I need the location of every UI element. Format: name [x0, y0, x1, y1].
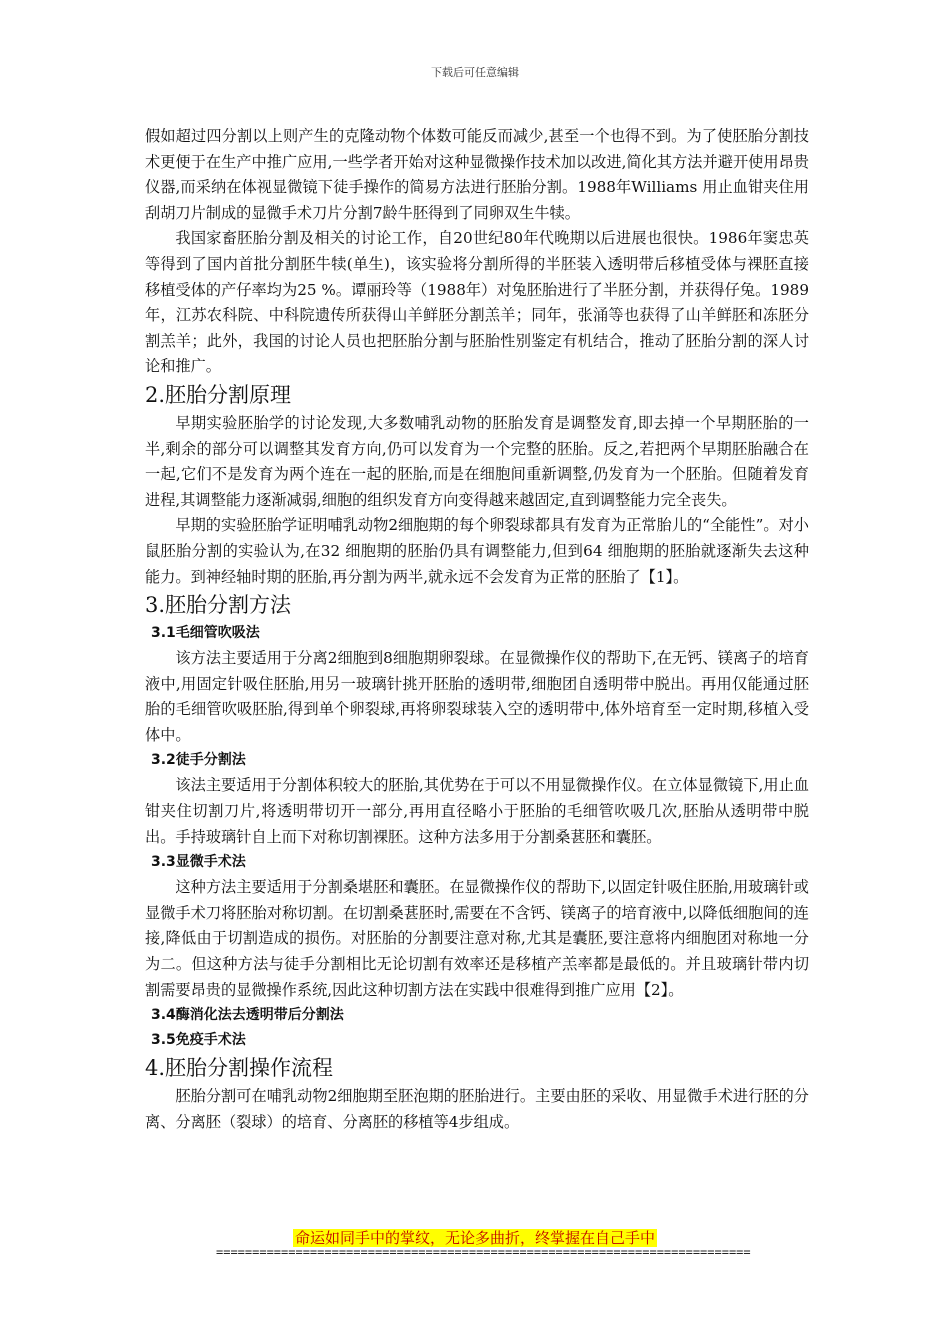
subsection-heading: 3.2徒手分割法 [151, 752, 246, 769]
section-heading: 3.胚胎分割方法 [145, 593, 292, 618]
section-heading: 2.胚胎分割原理 [145, 382, 292, 407]
subsection-heading: 3.3显微手术法 [151, 854, 246, 871]
section-heading: 4.胚胎分割操作流程 [145, 1056, 334, 1081]
footer-rule: ========================================================================== [216, 1245, 751, 1259]
paragraph: 该法主要适用于分割体积较大的胚胎,其优势在于可以不用显微操作仪。在立体显微镜下,用止血钳夹住切割刀片,将透明带切开一部分,再用直径略小于胚胎的毛细管吹吸几次,胚胎从透明带中脱出。手持玻璃针自上而下对称切割裸胚。这种方法多用于分割桑葚胚和囊胚。 [145, 776, 809, 846]
paragraph: 假如超过四分割以上则产生的克隆动物个体数可能反而减少,甚至一个也得不到。为了使胚胎分割技术更便于在生产中推广应用,一些学者开始对这种显微操作技术加以改进,简化其方法并避开使用昂贵仪器,而采纳在体视显微镜下徒手操作的简易方法进行胚胎分割。1988年Williams 用止血钳夹住用刮胡刀片制成的显微手术刀片分割7龄牛胚得到了同卵双生牛犊。 [145, 127, 809, 222]
document-body [145, 124, 809, 1135]
paragraph: 早期实验胚胎学的讨论发现,大多数哺乳动物的胚胎发育是调整发育,即去掉一个早期胚胎的一半,剩余的部分可以调整其发育方向,仍可以发育为一个完整的胚胎。反之,若把两个早期胚胎融合在一起,它们不是发育为两个连在一起的胚胎,而是在细胞间重新调整,仍发育为一个胚胎。但随着发育进程,其调整能力逐渐减弱,细胞的组织发育方向变得越来越固定,直到调整能力完全丧失。 [145, 413, 809, 509]
paragraph: 该方法主要适用于分离2细胞到8细胞期卵裂球。在显微操作仪的帮助下,在无钙、镁离子的培育液中,用固定针吸住胚胎,用另一玻璃针挑开胚胎的透明带,细胞团自透明带中脱出。再用仅能通过胚胎的毛细管吹吸胚胎,得到单个卵裂球,再将卵裂球装入空的透明带中,体外培育至一定时期,移植入受体中。 [145, 649, 809, 744]
paragraph: 胚胎分割可在哺乳动物2细胞期至胚泡期的胚胎进行。主要由胚的采收、用显微手术进行胚的分离、分离胚（裂球）的培育、分离胚的移植等4步组成。 [145, 1087, 809, 1131]
footer-slogan: 命运如同手中的掌纹，无论多曲折，终掌握在自己手中 [294, 1229, 655, 1247]
paragraph: 这种方法主要适用于分割桑堪胚和囊胚。在显微操作仪的帮助下,以固定针吸住胚胎,用玻璃针或显微手术刀将胚胎对称切割。在切割桑葚胚时,需要在不含钙、镁离子的培育液中,以降低细胞间的连接,降低由于切割造成的损伤。对胚胎的分割要注意对称,尤其是囊胚,要注意将内细胞团对称地一分为二。但这种方法与徒手分割相比无论切割有效率还是移植产羔率都是最低的。并且玻璃针带内切割需要昂贵的显微操作系统,因此这种切割方法在实践中很难得到推广应用【2】。 [145, 878, 809, 999]
subsection-heading: 3.1毛细管吹吸法 [151, 625, 260, 642]
subsection-heading: 3.4酶消化法去透明带后分割法 [151, 1007, 344, 1024]
page-header: 下载后可任意编辑 [431, 66, 519, 79]
paragraph: 早期的实验胚胎学证明哺乳动物2细胞期的每个卵裂球都具有发育为正常胎儿的“全能性”。对小鼠胚胎分割的实验认为,在32 细胞期的胚胎仍具有调整能力,但到64 细胞期的胚胎就逐渐失去这种能力。到神经轴时期的胚胎,再分割为两半,就永远不会发育为正常的胚胎了【1】。 [145, 516, 809, 586]
paragraph: 我国家畜胚胎分割及相关的讨论工作，自20世纪80年代晚期以后进展也很快。1986年窦忠英等得到了国内首批分割胚牛犊(单生)，该实验将分割所得的半胚装入透明带后移植受体与裸胚直接移植受体的产仔率均为25 %。谭丽玲等（1988年）对兔胚胎进行了半胚分割，并获得仔兔。1989年，江苏农科院、中科院遗传所获得山羊鲜胚分割羔羊；同年，张涌等也获得了山羊鲜胚和冻胚分割羔羊；此外，我国的讨论人员也把胚胎分割与胚胎性别鉴定有机结合，推动了胚胎分割的深人讨论和推广。 [145, 229, 809, 376]
subsection-heading: 3.5免疫手术法 [151, 1032, 246, 1049]
